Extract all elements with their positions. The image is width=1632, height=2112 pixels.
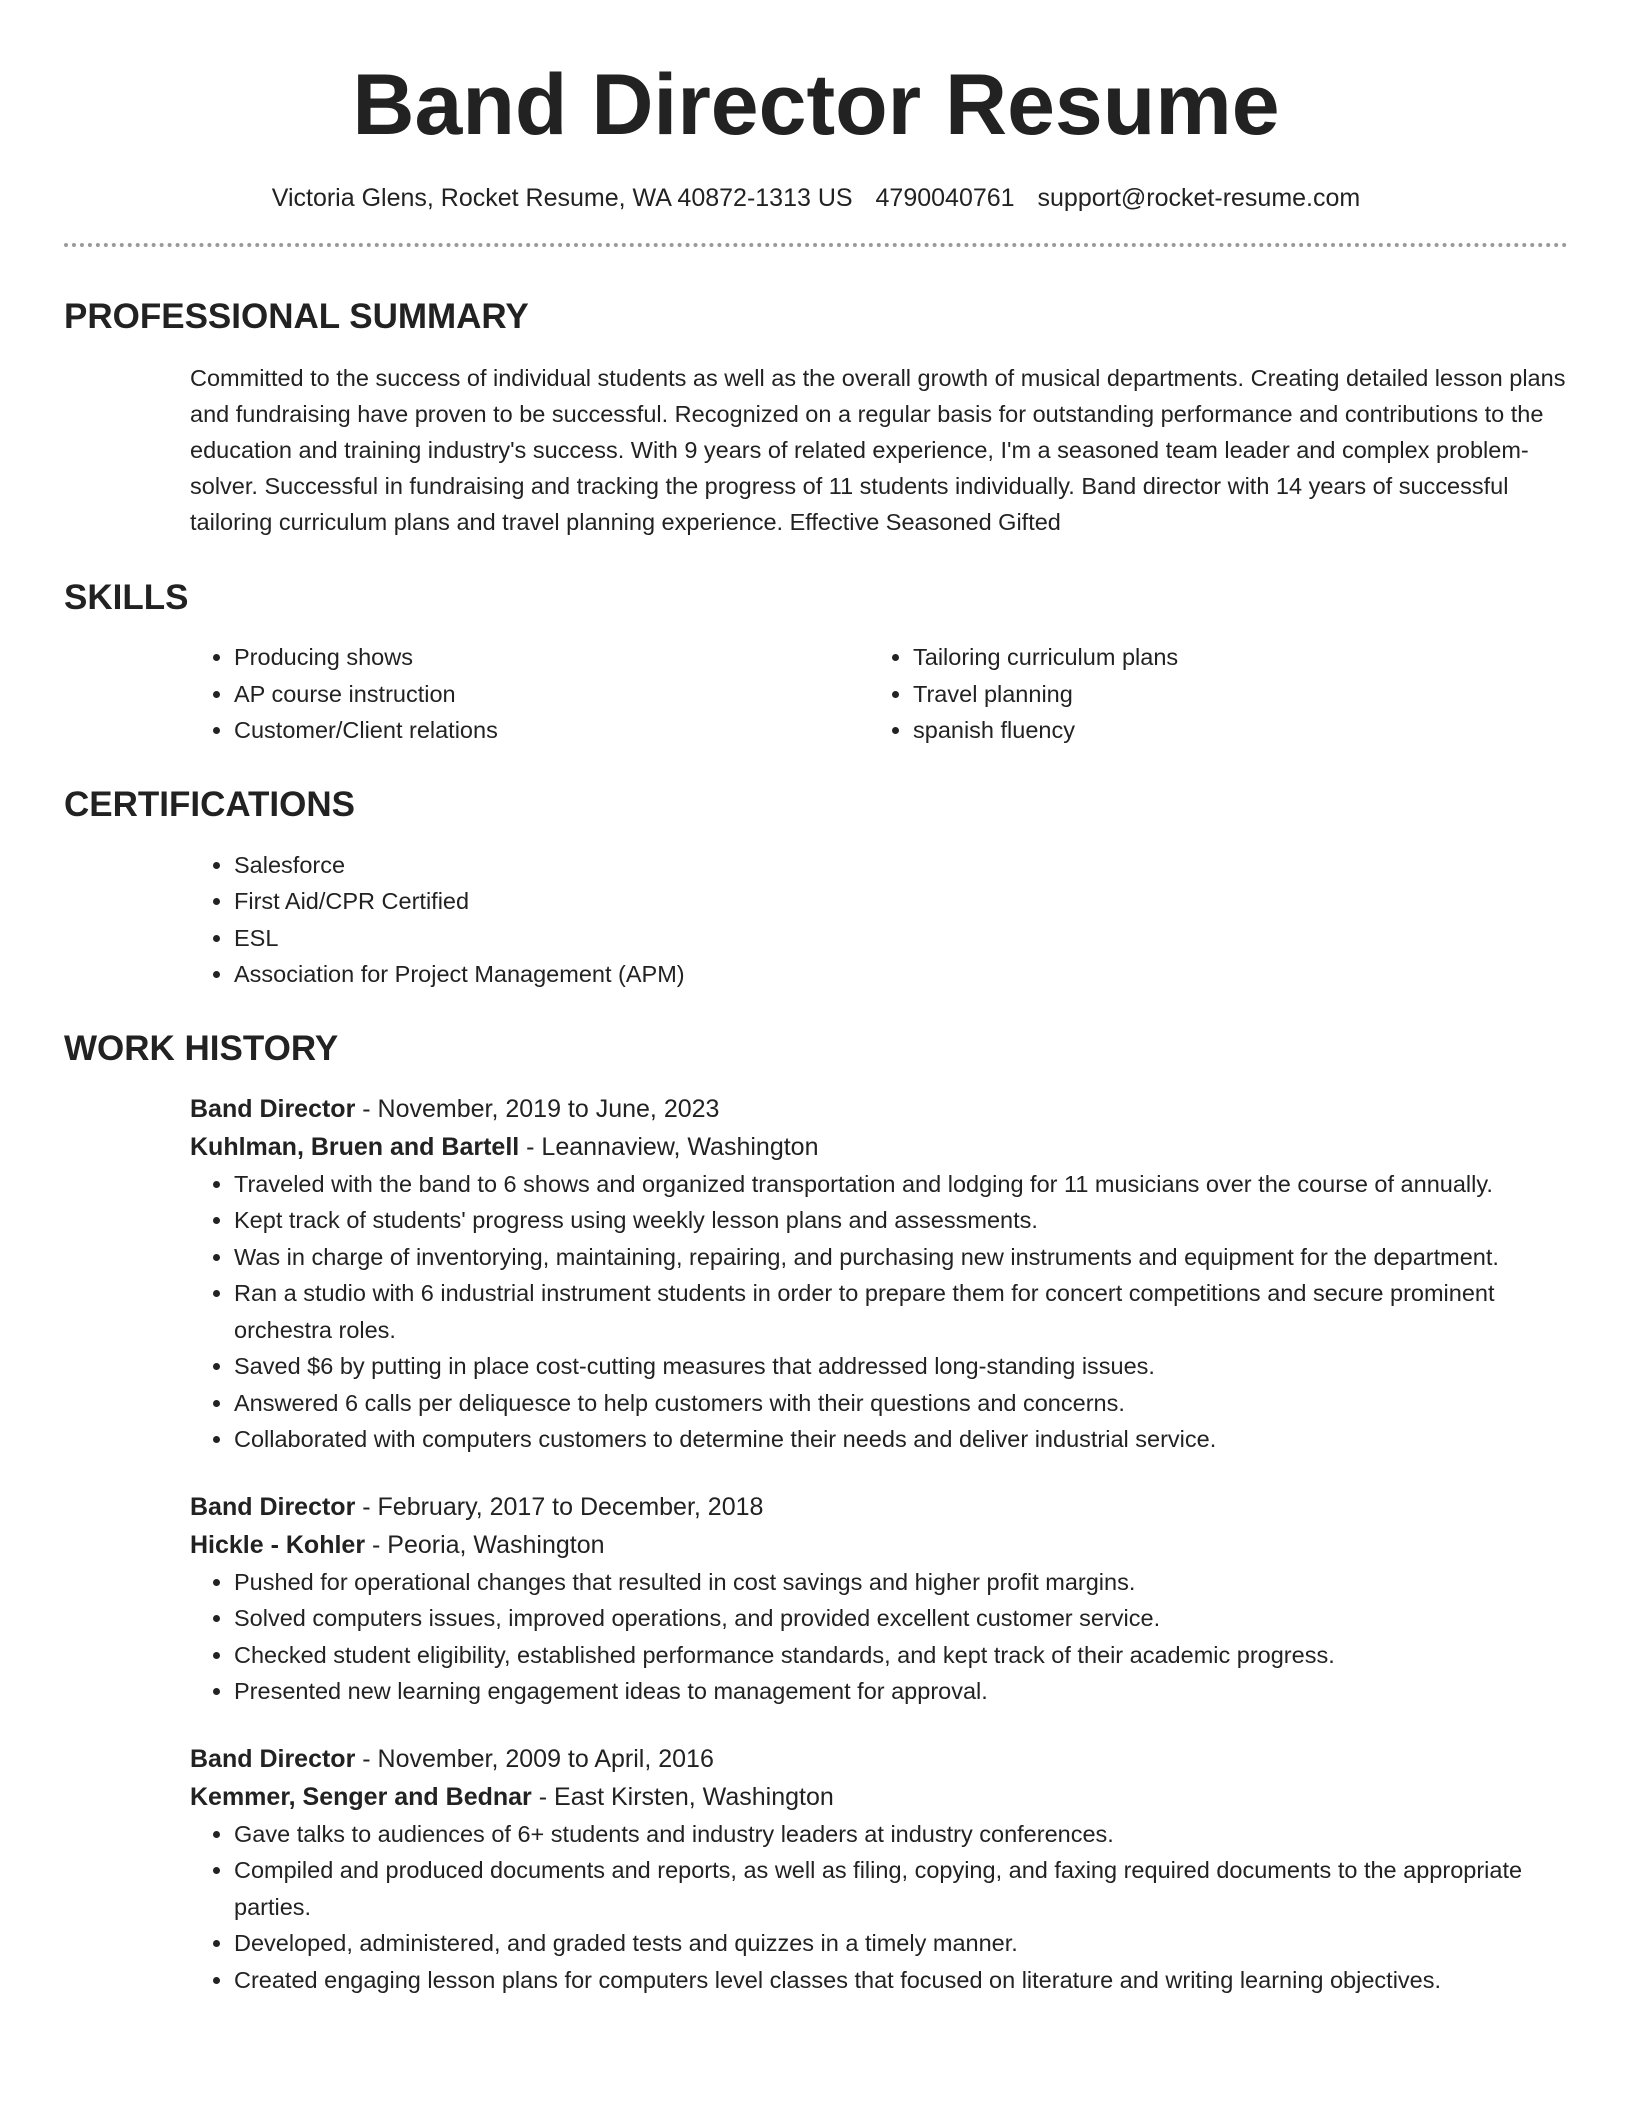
job-title: Band Director (190, 1744, 356, 1773)
certifications-heading: CERTIFICATIONS (64, 784, 356, 824)
skills-column-right (869, 639, 1548, 749)
list-item: • spanish fluency (913, 712, 1548, 749)
list-item: • Saved $6 by putting in place cost-cutting measures that addressed long-standing issues. (234, 1348, 1568, 1385)
job-entry (190, 1740, 1568, 1999)
list-item: • Solved computers issues, improved operations, and provided excellent customer service. (234, 1600, 1568, 1637)
job-dates: - November, 2009 to April, 2016 (355, 1744, 714, 1773)
list-item: • Pushed for operational changes that resulted in cost savings and higher profit margins. (234, 1564, 1568, 1601)
work-history-heading: WORK HISTORY (64, 1028, 339, 1068)
job-entry (190, 1488, 1568, 1710)
list-item: • First Aid/CPR Certified (234, 883, 1568, 920)
job-title-line (190, 1090, 1568, 1128)
certifications-list (190, 847, 1568, 993)
summary-heading: PROFESSIONAL SUMMARY (64, 297, 529, 336)
list-item: • AP course instruction (234, 676, 869, 713)
skills-heading: SKILLS (64, 578, 189, 617)
job-location: - Leannaview, Washington (519, 1132, 819, 1161)
job-dates: - February, 2017 to December, 2018 (355, 1492, 764, 1521)
job-bullets (190, 1816, 1568, 1999)
header-divider (64, 243, 1568, 247)
list-item: • Collaborated with computers customers to determine their needs and deliver industrial service. (234, 1421, 1568, 1458)
list-item: • Producing shows (234, 639, 869, 676)
list-item: • Answered 6 calls per deliquesce to help customers with their questions and concerns. (234, 1385, 1568, 1422)
job-title: Band Director (190, 1094, 356, 1123)
list-item: • ESL (234, 920, 1568, 957)
skills-list-left (190, 639, 869, 749)
certifications-block (190, 847, 1568, 993)
job-company: Kemmer, Senger and Bednar (190, 1782, 532, 1811)
list-item: • Created engaging lesson plans for computers level classes that focused on literature and writing learning objectives. (234, 1962, 1568, 1999)
list-item: • Traveled with the band to 6 shows and organized transportation and lodging for 11 musicians over the course of annually. (234, 1166, 1568, 1203)
list-item: • Was in charge of inventorying, maintaining, repairing, and purchasing new instruments and equipment for the department. (234, 1239, 1568, 1276)
job-company: Hickle - Kohler (190, 1530, 366, 1559)
skills-column-left (190, 639, 869, 749)
list-item: • Association for Project Management (APM) (234, 956, 1568, 993)
list-item: • Customer/Client relations (234, 712, 869, 749)
resume-title: Band Director Resume (352, 57, 1280, 153)
job-bullets (190, 1166, 1568, 1458)
job-dates: - November, 2019 to June, 2023 (355, 1094, 720, 1123)
job-title-line (190, 1740, 1568, 1778)
list-item: • Travel planning (913, 676, 1548, 713)
job-title: Band Director (190, 1492, 356, 1521)
contact-line (64, 186, 1568, 211)
skills-grid (190, 639, 1568, 749)
list-item: • Presented new learning engagement ideas to management for approval. (234, 1673, 1568, 1710)
contact-phone: 4790040761 (875, 184, 1015, 212)
job-company-line (190, 1526, 1568, 1564)
list-item: • Developed, administered, and graded tests and quizzes in a timely manner. (234, 1925, 1568, 1962)
job-title-line (190, 1488, 1568, 1526)
summary-text: Committed to the success of individual students as well as the overall growth of musical departments. Creating detailed lesson plans and fundraising have proven to be successful. Recognized on a regular basis for outstanding performance and contributions to the education and training industry's success. With 9 years of related experience, I'm a seasoned team leader and complex problem-solver. Successful in fundraising and tracking the progress of 11 students individually. Band director with 14 years of successful tailoring curriculum plans and travel planning experience. Effective Seasoned Gifted (190, 365, 1566, 535)
job-location: - Peoria, Washington (365, 1530, 605, 1559)
list-item: • Checked student eligibility, established performance standards, and kept track of their academic progress. (234, 1637, 1568, 1674)
list-item: • Kept track of students' progress using weekly lesson plans and assessments. (234, 1202, 1568, 1239)
job-location: - East Kirsten, Washington (531, 1782, 834, 1811)
job-entry (190, 1090, 1568, 1458)
job-bullets (190, 1564, 1568, 1710)
skills-list-right (869, 639, 1548, 749)
list-item: • Gave talks to audiences of 6+ students and industry leaders at industry conferences. (234, 1816, 1568, 1853)
contact-email: support@rocket-resume.com (1037, 184, 1361, 212)
job-company-line (190, 1778, 1568, 1816)
list-item: • Ran a studio with 6 industrial instrument students in order to prepare them for concert competitions and secure prominent orchestra roles. (234, 1275, 1568, 1348)
job-company-line (190, 1128, 1568, 1166)
resume-page (64, 0, 1568, 1998)
job-company: Kuhlman, Bruen and Bartell (190, 1132, 520, 1161)
list-item: • Tailoring curriculum plans (913, 639, 1548, 676)
list-item: • Compiled and produced documents and reports, as well as filing, copying, and faxing required documents to the appropriate parties. (234, 1852, 1568, 1925)
contact-address: Victoria Glens, Rocket Resume, WA 40872-1313 US (271, 184, 853, 212)
list-item: • Salesforce (234, 847, 1568, 884)
